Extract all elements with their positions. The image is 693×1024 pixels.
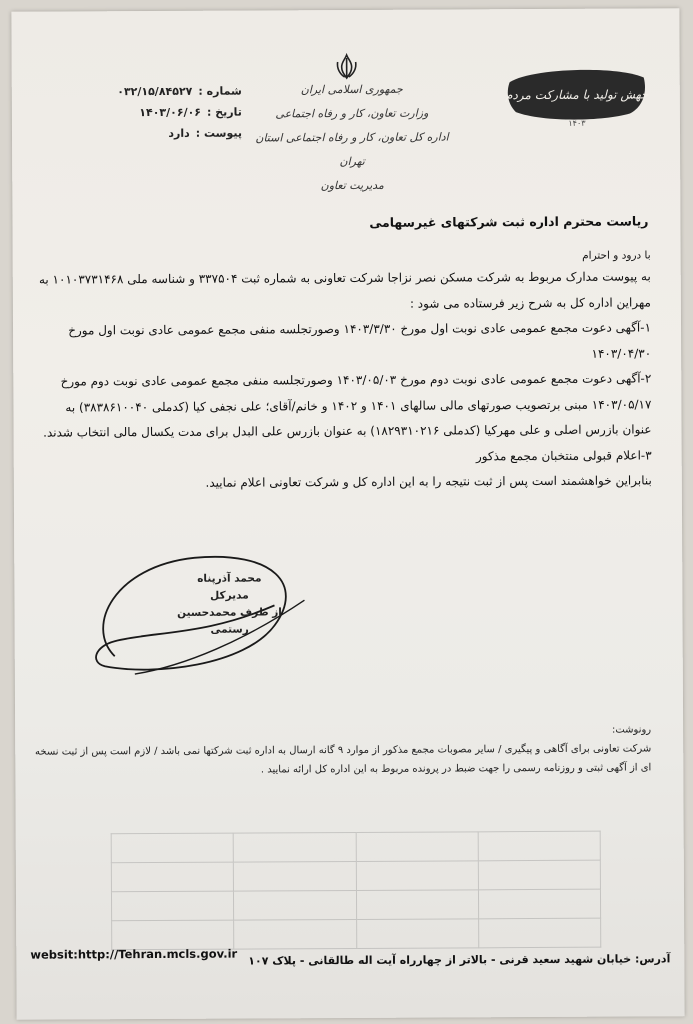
greeting: با درود و احترام: [582, 249, 651, 262]
paragraph-item-1: ۱-آگهی دعوت مجمع عمومی عادی نوبت اول مورخ ۱۴۰۳/۳/۳۰ وصورتجلسه منفی مجمع عمومی عادی نوبت اول مورخ ۱۴۰۳/۰۴/۳۰: [68, 320, 652, 361]
logo-text: جهش تولید با مشارکت مردم: [505, 87, 649, 103]
attachment-label: پیوست :: [195, 126, 243, 140]
letter-body: [33, 246, 652, 497]
website: websit:http://Tehran.mcls.gov.ir: [30, 946, 238, 962]
signatory-name: محمد آذرپناه: [197, 572, 262, 585]
paragraph-item-3: ۳-اعلام قبولی منتخبان مجمع مذکور: [475, 447, 652, 463]
cc-label: رونوشت:: [611, 724, 652, 736]
paragraph-closing: بنابراین خواهشمند است پس از ثبت نتیجه را به این اداره کل و شرکت تعاونی اعلام نمایید.: [205, 473, 652, 490]
ministry-line-2: وزارت تعاون، کار و رفاه اجتماعی: [275, 106, 429, 121]
on-behalf-prefix: از طرف: [239, 606, 282, 619]
ministry-line-3: اداره کل تعاون، کار و رفاه اجتماعی استان تهران: [255, 130, 449, 169]
attachment-value: دارد: [168, 126, 190, 140]
reference-block: [42, 81, 242, 145]
addressee: ریاست محترم اداره ثبت شرکتهای غیرسهامی: [369, 213, 649, 230]
paragraph-item-2: ۲-آگهی دعوت مجمع عمومی عادی نوبت دوم مورخ ۱۴۰۳/۰۵/۰۳ وصورتجلسه منفی مجمع عمومی عادی نوبت دوم مورخ ۱۴۰۳/۰۵/۱۷ مبنی برتصویب صورتهای مالی سالهای ۱۴۰۱ و ۱۴۰۲ و خانم/آقای؛ علی نجفی کیا (کدملی ۳۸۳۸۶۱۰۰۴۰) به عنوان بازرس اصلی و علی مهرکیا (کدملی ۱۸۲۹۳۱۰۲۱۶) به عنوان بازرس علی البدل برای مدت یکسال مالی انتخاب شدند.: [43, 371, 652, 440]
faded-table: [111, 831, 602, 951]
cc-text: شرکت تعاونی برای آگاهی و پیگیری / سایر مصوبات مجمع مذکور از موارد ۹ گانه ارسال به اداره ثبت شرکتها نمی باشد / لازم است پس از ثبت نسخه ای از آگهی ثبتی و روزنامه رسمی را جهت ضبط در پرونده مربوط به این اداره کل ارائه نمایید .: [34, 743, 652, 776]
number-label: شماره :: [198, 84, 242, 98]
cc-section: [31, 720, 651, 780]
on-behalf-name: محمدحسین رستمی: [177, 606, 249, 636]
date-value: ۱۴۰۳/۰۶/۰۶: [139, 105, 202, 120]
paragraph-intro: به پیوست مدارک مربوط به شرکت مسکن نصر نزاجا شرکت تعاونی به شماره ثبت ۳۳۷۵۰۴ و شناسه ملی ۱۰۱۰۳۷۳۱۴۶۸ به مهراین اداره کل به شرح زیر فرستاده می شود :: [38, 269, 651, 311]
number-value: ۰۳۲/۱۵/۸۴۵۲۷: [117, 84, 193, 99]
letter-page: [11, 8, 684, 1019]
ministry-line-1: جمهوری اسلامی ایران: [300, 82, 403, 97]
logo-year: ۱۴۰۳: [568, 118, 586, 128]
date-label: تاریخ :: [206, 105, 242, 119]
ministry-heading: [242, 77, 463, 198]
ministry-line-4: مدیریت تعاون: [320, 178, 384, 193]
signatory-title: مدیرکل: [210, 589, 249, 602]
signature-block: [164, 570, 294, 639]
slogan-logo: [502, 63, 652, 134]
address: آدرس: خیابان شهید سعید قرنی - بالاتر از چهارراه آیت اله طالقانی - پلاک ۱۰۷: [248, 952, 671, 968]
